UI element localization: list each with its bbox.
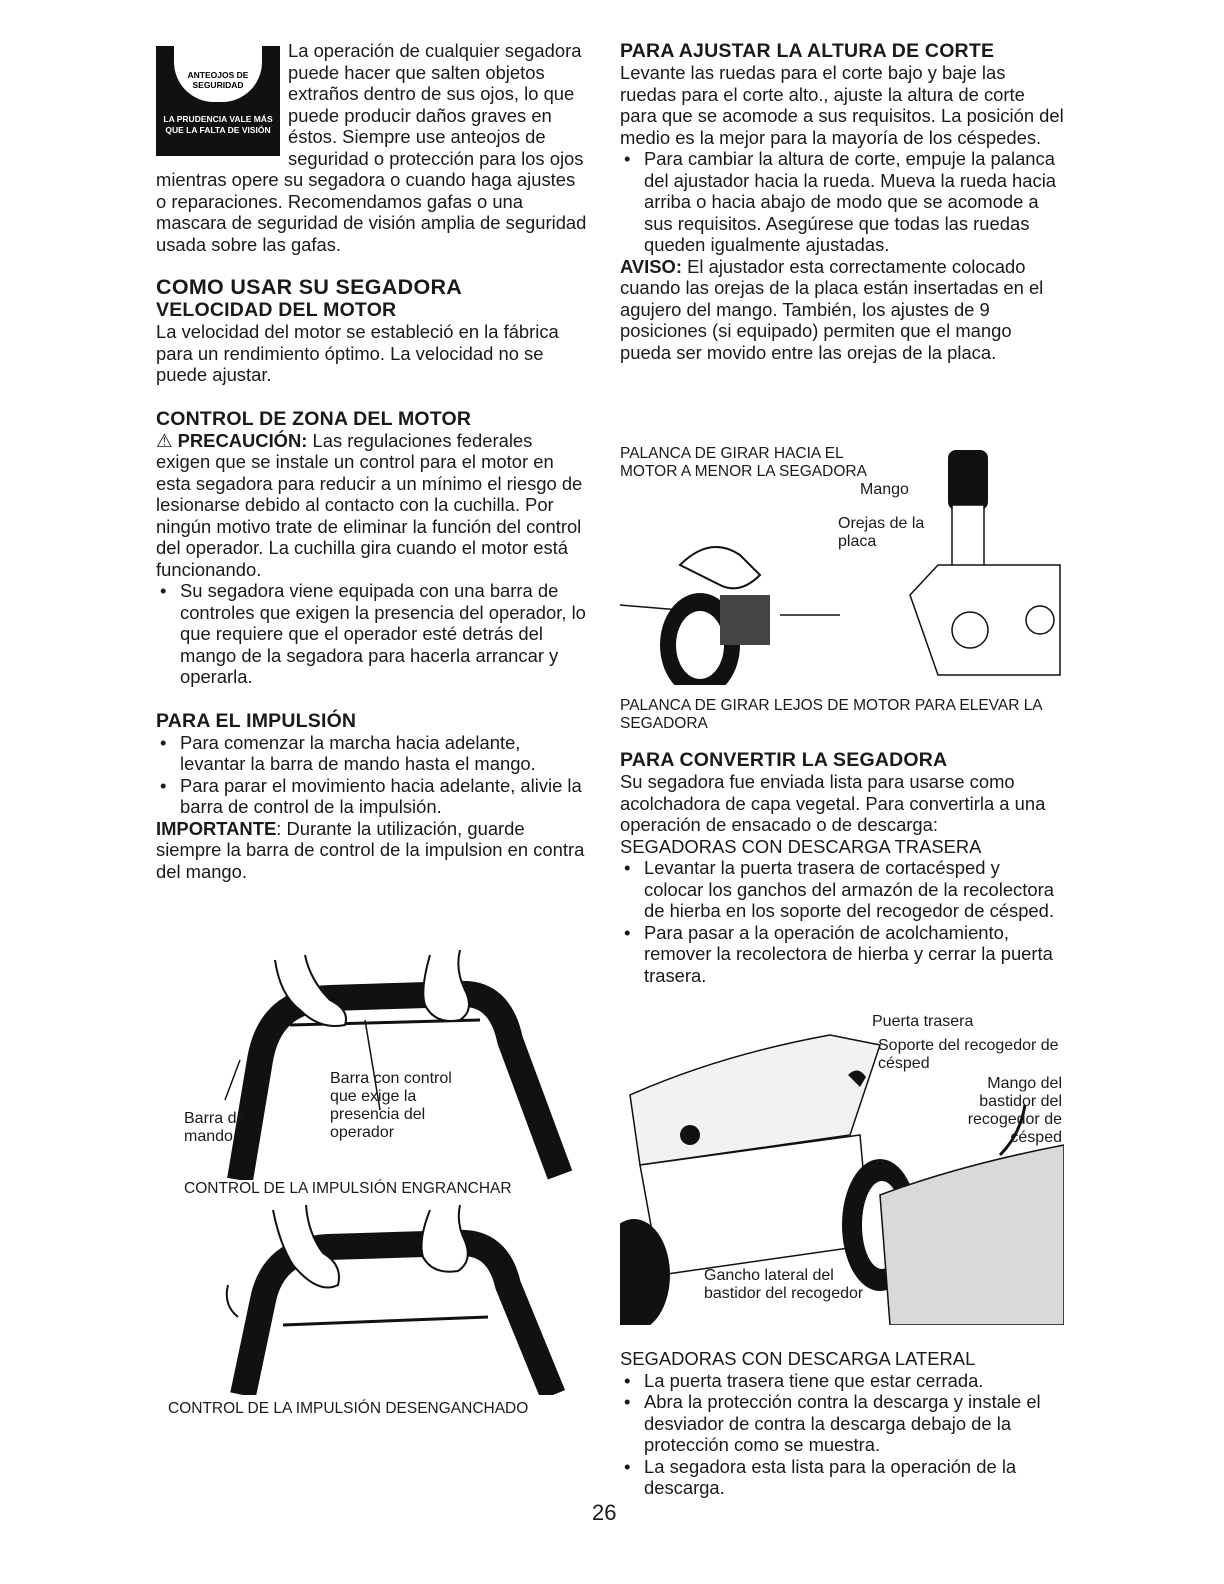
fig3-orejas-label: Orejas de la placa — [838, 515, 925, 550]
speed-heading: VELOCIDAD DEL MOTOR — [156, 299, 397, 321]
side-bullet-2: • Abra la protección contra la descarga y instale el desviador de contra la descarga debajo de la protección como se muestra. — [620, 1391, 1064, 1456]
badge-line2: ANTEOJOS DE SEGURIDAD — [187, 70, 249, 90]
drive-disengaged-figure — [168, 1205, 598, 1420]
caution-paragraph — [156, 430, 588, 581]
rear-bullet-2: • Para pasar a la operación de acolchamiento, remover la recolectora de hierba y cerrar la puerta trasera. — [620, 922, 1064, 987]
page-number: 26 — [592, 1500, 617, 1525]
height-text: Levante las ruedas para el corte bajo y baje las ruedas para el corte alto., ajuste la altura de corte para que se acomode a sus requisitos. La posición del medio es la mejor para la mayoría de los céspedes. — [620, 62, 1064, 148]
fig1-mando-label: Barra de mando — [184, 1110, 246, 1145]
fig3-bottom-caption: PALANCA DE GIRAR LEJOS DE MOTOR PARA ELEVAR LA SEGADORA — [620, 697, 1042, 732]
badge-line3: LA PRUDENCIA VALE MÁS QUE LA FALTA DE VISIÓN — [163, 114, 273, 135]
height-heading: PARA AJUSTAR LA ALTURA DE CORTE — [620, 40, 995, 62]
zone-heading: CONTROL DE ZONA DEL MOTOR — [156, 407, 472, 430]
rear-bagger-figure — [620, 1015, 1064, 1325]
fig4-gancho-label: Gancho lateral del bastidor del recogedor — [704, 1267, 864, 1302]
zone-bullet: • Su segadora viene equipada con una barra de controles que exigen la presencia del operador, lo que requiere que el operador esté detrás del mango de la segadora para hacerla arrancar y operarla. — [156, 580, 588, 688]
side-bullet-1: • La puerta trasera tiene que estar cerrada. — [620, 1370, 1064, 1392]
drive-bullet-2: • Para parar el movimiento hacia adelante, alivie la barra de control de la impulsión. — [156, 775, 588, 818]
fig1-caption: CONTROL DE LA IMPULSIÓN ENGRANCHAR — [184, 1180, 512, 1197]
fig2-caption: CONTROL DE LA IMPULSIÓN DESENGANCHADO — [168, 1400, 529, 1417]
speed-text: La velocidad del motor se estableció en la fábrica para un rendimiento óptimo. La velocidad no se puede ajustar. — [156, 321, 559, 385]
rear-bullet-1: • Levantar la puerta trasera de cortacésped y colocar los ganchos del armazón de la recolectora de hierba en los soporte del recogedor de césped. — [620, 857, 1064, 922]
important-text: : Durante la utilización, guarde siempre la barra de control de la impulsion en contra del mango. — [156, 817, 585, 882]
fig4-puerta-label: Puerta trasera — [872, 1013, 974, 1030]
height-adjuster-illustration — [620, 445, 1064, 685]
right-column-bottom — [620, 1348, 1064, 1499]
main-heading: COMO USAR SU SEGADORA — [156, 275, 463, 299]
left-column — [156, 40, 588, 882]
height-bullet: • Para cambiar la altura de corte, empuje la palanca del ajustador hacia la rueda. Mueva la rueda hacia arriba o hacia abajo de modo que se acomode a sus requisitos. Asegúrese que todas las ruedas queden igualmente ajustadas. — [620, 148, 1064, 256]
fig4-mango-label: Mango del bastidor del recogedor de césped — [967, 1075, 1062, 1146]
rear-heading: SEGADORAS CON DESCARGA TRASERA — [620, 835, 982, 857]
intro-paragraph: La operación de cualquier segadora puede hacer que salten objetos extraños dentro de sus ojos, lo que puede producir daños graves en éstos. Siempre use anteojos de seguridad o protección para los ojos mientras opere su segadora o cuando haga ajustes o reparaciones. Recomendamos gafas o una mascara de seguridad de visión amplia de seguridad usada sobre las gafas. — [156, 40, 587, 255]
safety-glasses-icon — [156, 46, 280, 156]
right-column — [620, 40, 1064, 363]
drive-heading: PARA EL IMPULSIÓN — [156, 709, 357, 732]
drive-disengaged-illustration — [168, 1205, 598, 1395]
right-column-lower — [620, 749, 1064, 986]
caution-label: PRECAUCIÓN: — [177, 429, 308, 451]
side-bullet-3: • La segadora esta lista para la operación de la descarga. — [620, 1456, 1064, 1499]
fig3-top-caption: PALANCA DE GIRAR HACIA EL MOTOR A MENOR LA SEGADORA — [620, 445, 867, 480]
fig4-soporte-label: Soporte del recogedor de césped — [878, 1037, 1059, 1072]
drive-bullet-1: • Para comenzar la marcha hacia adelante, levantar la barra de mando hasta el mango. — [156, 732, 588, 775]
fig1-bar-label: Barra con control que exige la presencia del operador — [330, 1070, 452, 1141]
fig3-mango-label: Mango — [860, 481, 909, 498]
height-adjuster-figure — [620, 445, 1064, 735]
notice-text: El ajustador esta correctamente colocado cuando las orejas de la placa están insertadas en el agujero del mango. También, los ajustes de 9 posiciones (si equipado) permiten que el mango pueda ser movido entre las orejas de la placa. — [620, 255, 1044, 363]
important-paragraph — [156, 818, 588, 883]
drive-engaged-figure — [180, 950, 600, 1200]
side-heading: SEGADORAS CON DESCARGA LATERAL — [620, 1348, 976, 1369]
convert-heading: PARA CONVERTIR LA SEGADORA — [620, 749, 948, 771]
notice-paragraph — [620, 256, 1064, 364]
warning-icon: ⚠ — [156, 429, 173, 451]
convert-text: Su segadora fue enviada lista para usarse como acolchadora de capa vegetal. Para convertirla a una operación de ensacado o de descarga: — [620, 771, 1046, 835]
important-label: IMPORTANTE — [156, 817, 277, 839]
caution-text: Las regulaciones federales exigen que se instale un control para el motor en esta segadora para reducir a un mínimo el riesgo de lesionarse debido al contacto con la cuchilla. Por ningún motivo trate de eliminar la función del control del operador. La cuchilla gira cuando el motor está funcionando. — [156, 429, 583, 580]
notice-label: AVISO: — [620, 255, 682, 277]
